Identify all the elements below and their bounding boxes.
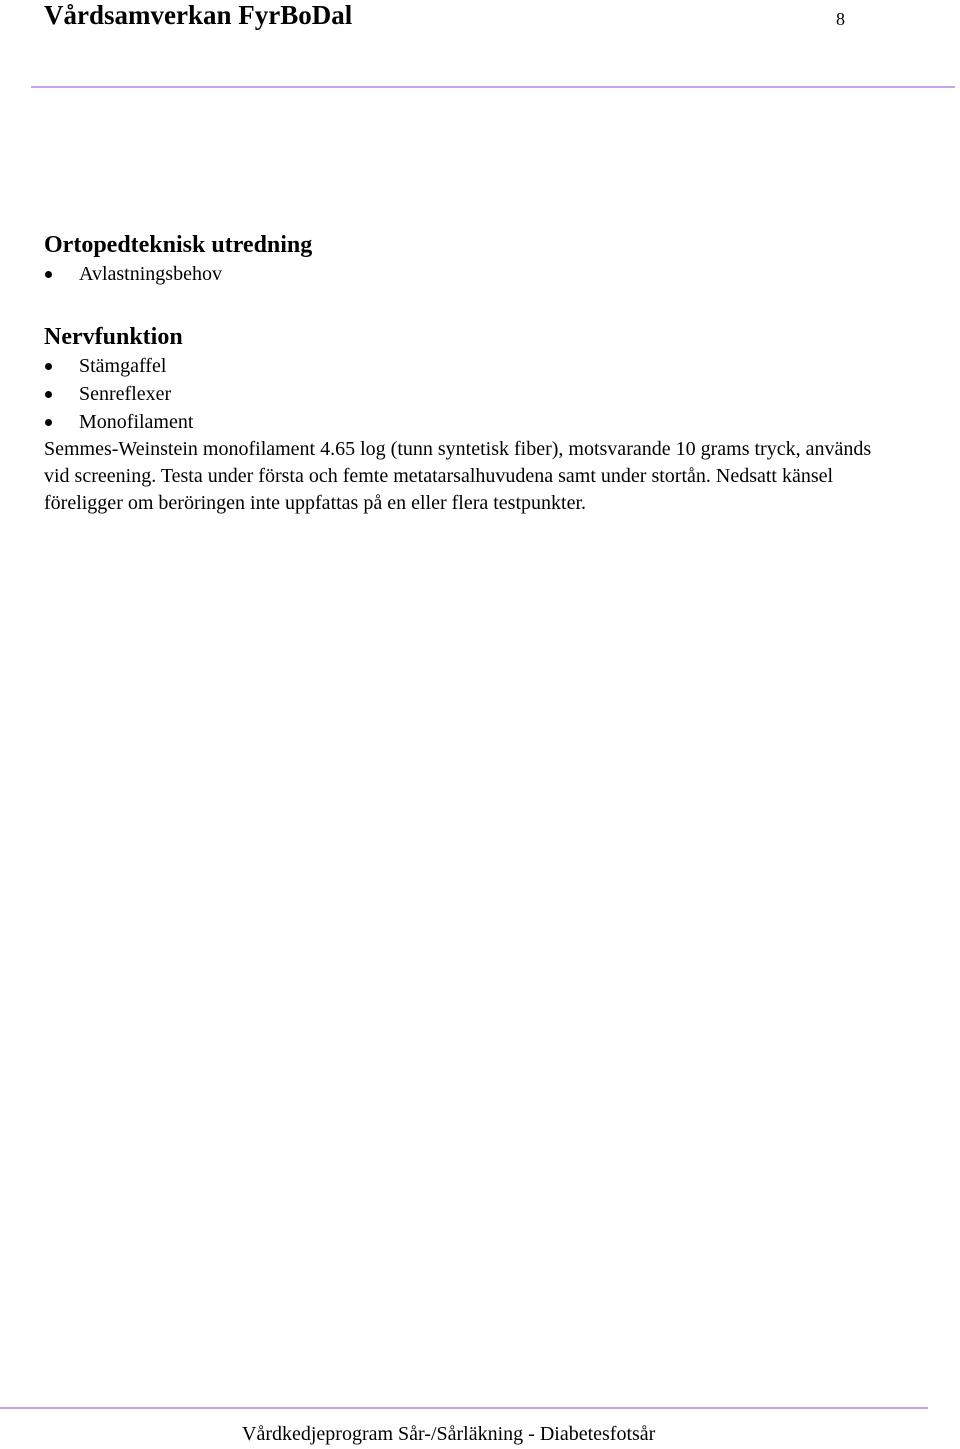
section-nervfunktion [44,322,924,517]
list-item [44,408,924,436]
bullet-icon [45,391,52,398]
page-number: 8 [836,9,845,29]
bullet-icon [45,271,52,278]
bullet-list [44,352,924,436]
list-item-text: Avlastningsbehov [79,263,222,285]
list-item-text: Stämgaffel [79,355,167,377]
bullet-icon [45,419,52,426]
section-heading: Nervfunktion [44,324,183,350]
document-title: Vårdsamverkan FyrBoDal [44,0,353,30]
list-item-text: Monofilament [79,411,194,433]
body-paragraph: Semmes-Weinstein monofilament 4.65 log (tunn syntetisk fiber), motsvarande 10 grams tryck, används vid screening. Testa under första och femte metatarsalhuvudena samt under stortån. Nedsatt känsel föreligger om beröringen inte uppfattas på en eller flera testpunkter. [44,438,872,514]
footer-divider [0,1407,928,1409]
bullet-list [44,260,924,288]
header-divider [31,86,955,88]
list-item [44,352,924,380]
footer-text: Vårdkedjeprogram Sår-/Sårläkning - Diabetesfotsår [242,1423,656,1445]
list-item [44,260,924,288]
section-ortopedteknisk-utredning [44,230,924,288]
page-content [44,230,924,517]
list-item-text: Senreflexer [79,383,172,405]
bullet-icon [45,363,52,370]
list-item [44,380,924,408]
section-heading: Ortopedteknisk utredning [44,232,313,258]
